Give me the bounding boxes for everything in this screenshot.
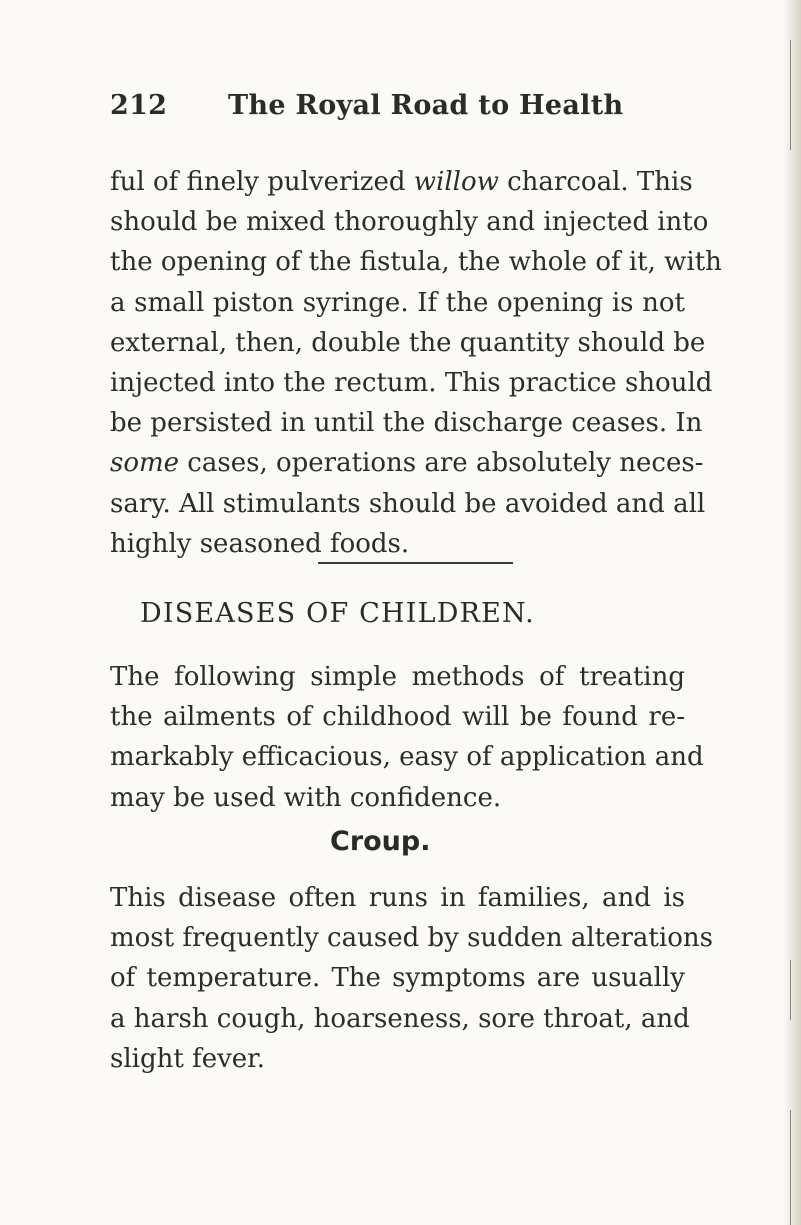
page-edge-line	[790, 960, 791, 1020]
text-line: the ailments of childhood will be found re-	[110, 702, 685, 733]
text-line	[110, 443, 704, 483]
text-line: the opening of the fistula, the whole of it, with	[110, 247, 722, 278]
subheading-croup: Croup.	[330, 826, 431, 857]
section-divider	[318, 562, 513, 564]
text-fragment: charcoal. This	[498, 167, 693, 197]
text-line: of temperature. The symptoms are usually	[110, 963, 685, 994]
text-line: This disease often runs in families, and is	[110, 883, 685, 913]
text-line: may be used with confidence.	[110, 782, 502, 813]
text-line: injected into the rectum. This practice should	[110, 367, 713, 398]
italic-word: some	[110, 448, 180, 479]
running-head	[110, 90, 630, 132]
page-edge-line	[790, 1110, 791, 1225]
paragraph-fistula-treatment	[110, 162, 722, 564]
section-heading: DISEASES OF CHILDREN.	[140, 598, 535, 629]
text-line: a harsh cough, hoarseness, sore throat, and	[110, 1003, 690, 1034]
text-line	[110, 162, 693, 202]
italic-word: willow	[413, 167, 499, 197]
paragraph-croup	[110, 878, 713, 1079]
page-edge-shadow	[783, 0, 801, 1225]
text-line: slight fever.	[110, 1043, 265, 1074]
text-line: a small piston syringe. If the opening is not	[110, 287, 685, 318]
text-line: should be mixed thoroughly and injected into	[110, 207, 709, 238]
text-line: external, then, double the quantity should be	[110, 327, 706, 358]
text-fragment: cases, operations are absolutely neces-	[179, 448, 704, 479]
text-line: be persisted in until the discharge ceases. In	[110, 408, 703, 439]
text-line: sary. All stimulants should be avoided and all	[110, 488, 706, 519]
page-number: 212	[110, 90, 168, 121]
text-line: most frequently caused by sudden alterations	[110, 923, 713, 954]
text-line: highly seasoned foods.	[110, 528, 410, 559]
text-line: markably efficacious, easy of application and	[110, 742, 704, 773]
running-title: The Royal Road to Health	[228, 90, 624, 121]
text-fragment: ful of finely pulverized	[110, 167, 414, 197]
paragraph-children-intro	[110, 657, 704, 818]
text-line: The following simple methods of treating	[110, 662, 685, 692]
page-edge-line	[790, 40, 791, 150]
